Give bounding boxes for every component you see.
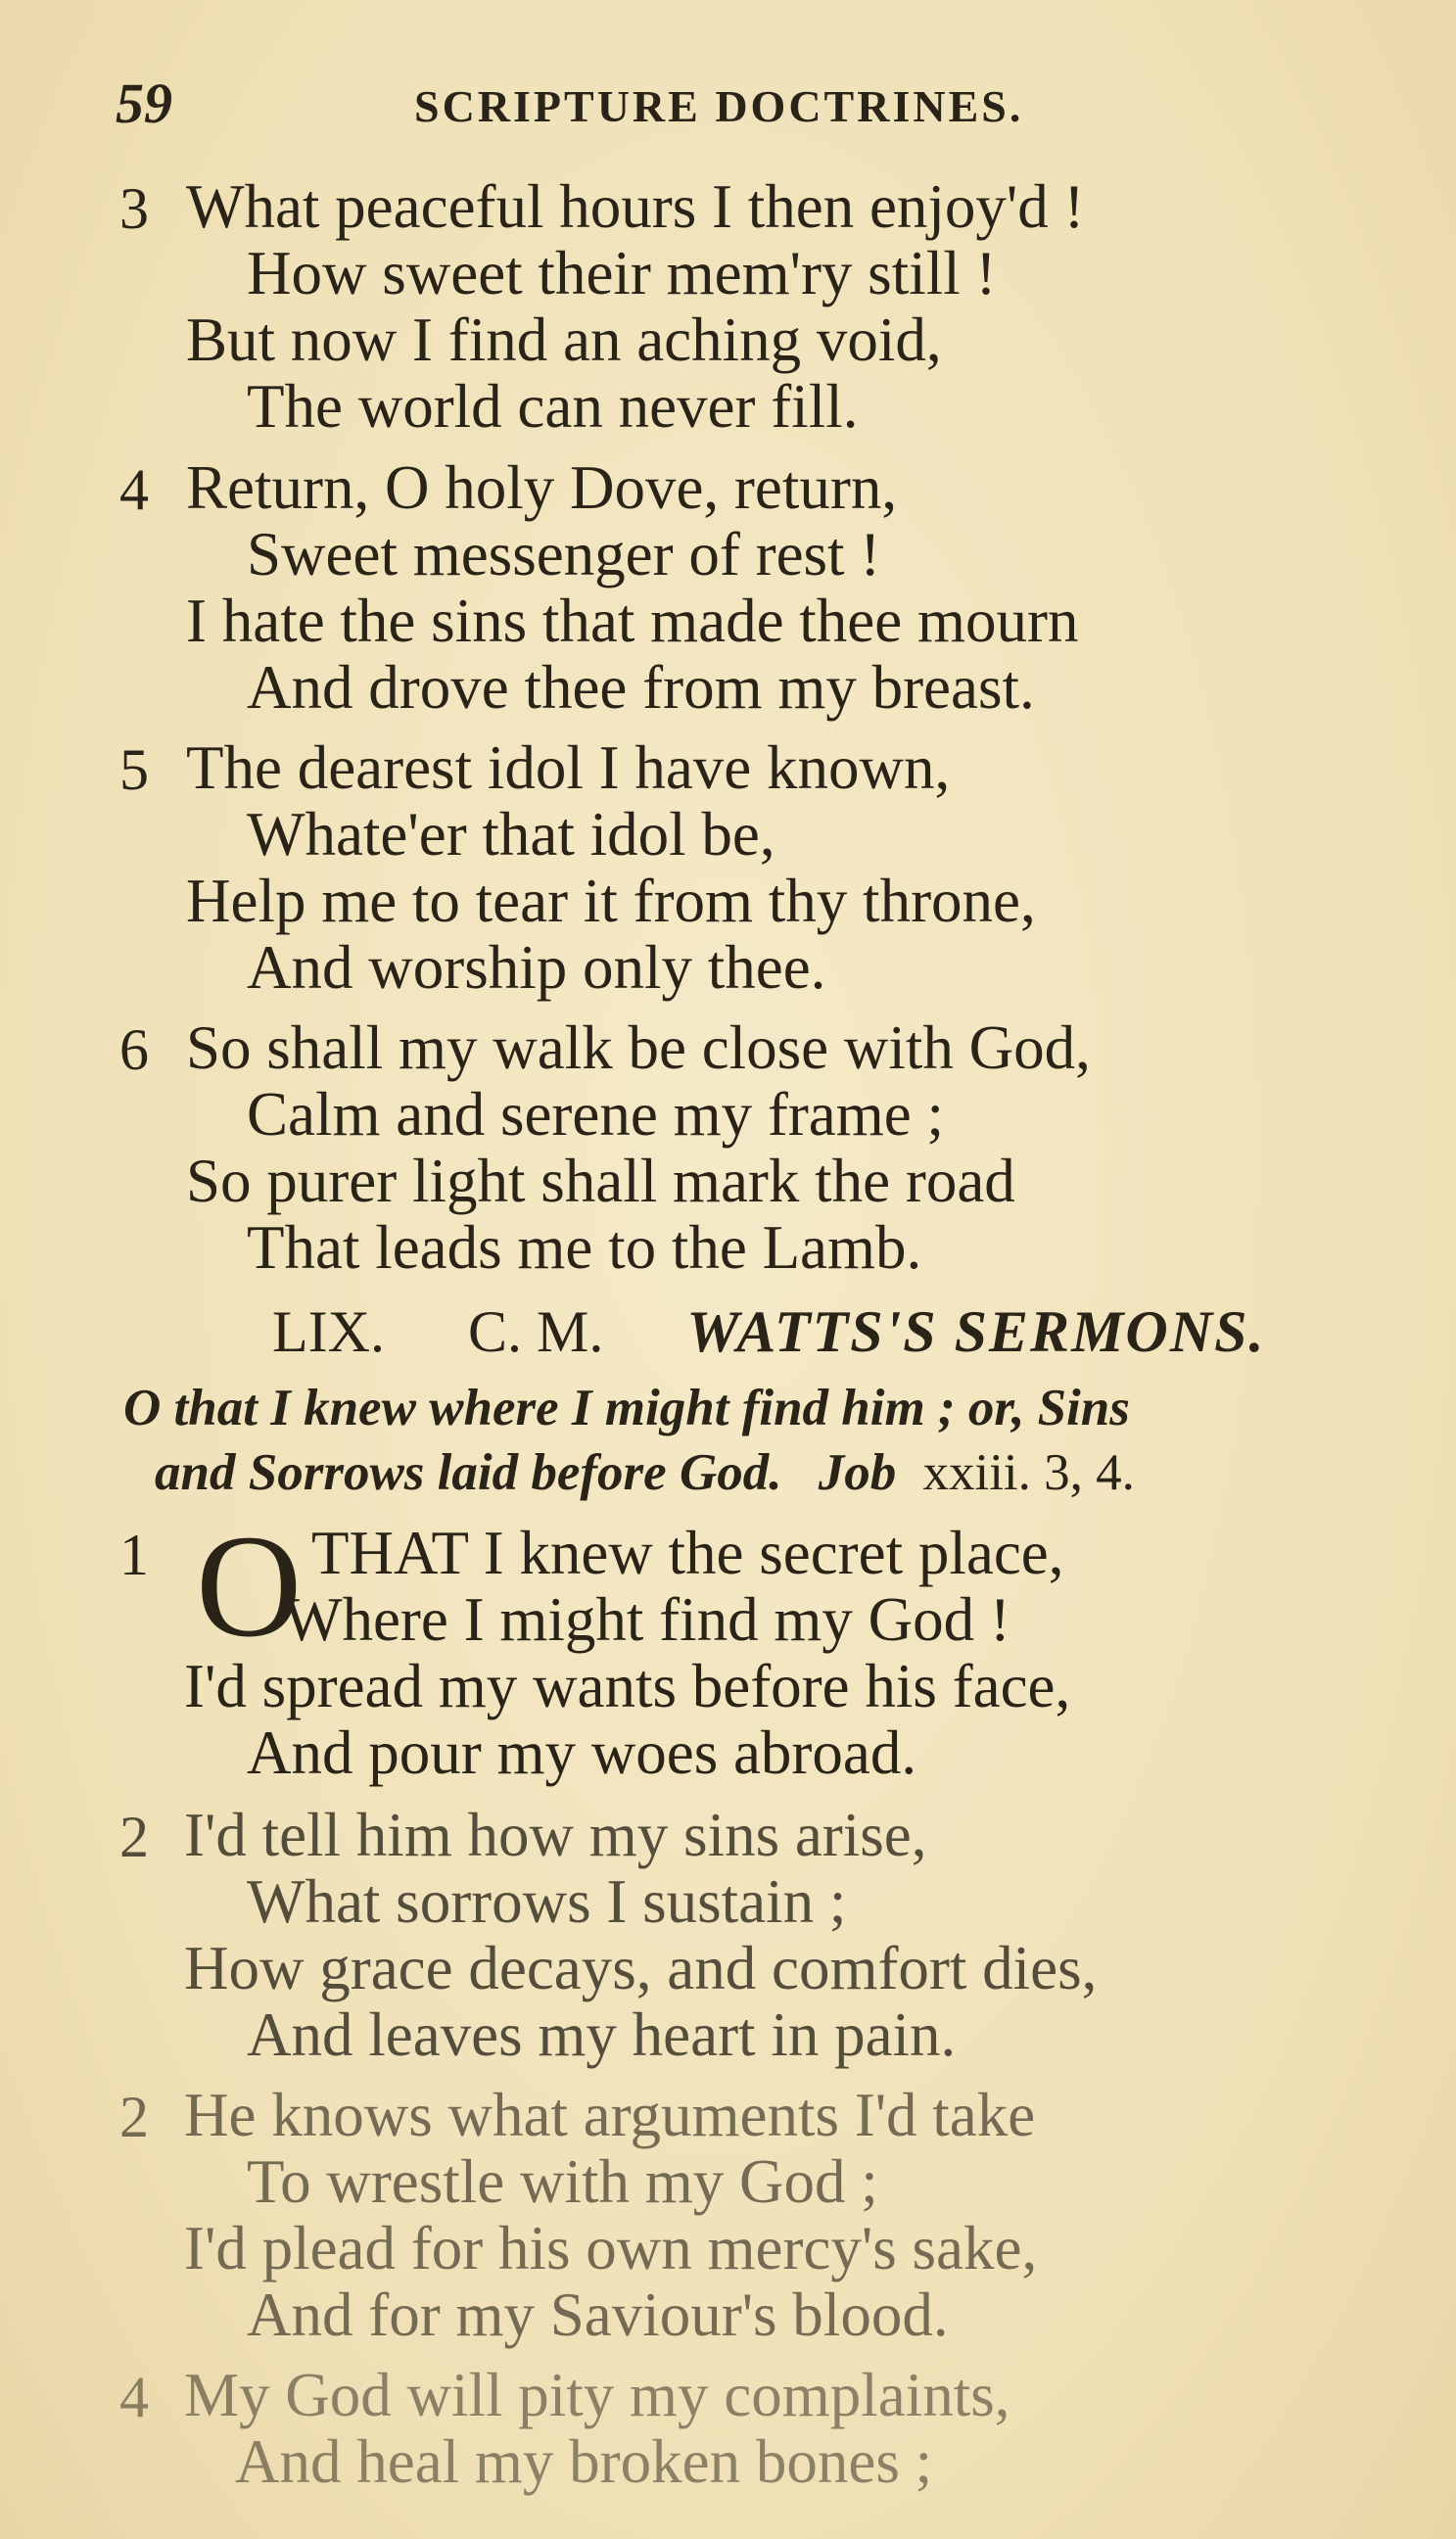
stanza-number: 3 (119, 176, 149, 241)
verse-line: And pour my woes abroad. (247, 1718, 917, 1787)
page-number: 59 (116, 71, 172, 135)
stanza-number: 5 (119, 737, 149, 802)
verse-line: And drove thee from my breast. (247, 653, 1035, 722)
verse-line: My God will pity my complaints, (184, 2361, 1010, 2429)
hymn-heading (272, 1299, 1266, 1364)
verse-line: Help me to tear it from thy throne, (186, 867, 1036, 935)
verse-line: What peaceful hours I then enjoy'd ! (186, 172, 1085, 241)
verse-line: He knows what arguments I'd take (184, 2081, 1036, 2149)
verse-line: But now I find an aching void, (186, 306, 942, 374)
scripture-reference: xxiii. 3, 4. (922, 1444, 1135, 1501)
verse-line: And worship only thee. (247, 933, 826, 1002)
verse-line: And heal my broken bones ; (235, 2427, 933, 2496)
hymn-meter: C. M. (467, 1299, 604, 1364)
verse-line: Calm and serene my frame ; (247, 1080, 944, 1149)
verse-line: I hate the sins that made thee mourn (186, 587, 1079, 655)
hymn-subtitle-line-1: O that I knew where I might find him ; or, Sins (123, 1380, 1130, 1436)
verse-line: And leaves my heart in pain. (247, 2000, 957, 2069)
verse-line: So shall my walk be close with God, (186, 1013, 1091, 1082)
hymn-number: LIX. (272, 1299, 385, 1364)
stanza-number: 4 (119, 457, 149, 522)
subtitle-text: and Sorrows laid before God. (155, 1444, 782, 1501)
stanza-number: 6 (119, 1017, 149, 1082)
verse-line: Return, O holy Dove, return, (186, 453, 898, 522)
hymn-author: WATTS'S SERMONS. (686, 1299, 1266, 1364)
verse-line: So purer light shall mark the road (186, 1147, 1015, 1215)
verse-line: The world can never fill. (247, 372, 859, 441)
stanza-number: 4 (119, 2365, 149, 2429)
verse-line: The dearest idol I have known, (186, 733, 951, 802)
stanza-number: 1 (119, 1523, 149, 1587)
scripture-book: Job (818, 1444, 897, 1501)
drop-cap: O (196, 1505, 303, 1668)
verse-line: I'd spread my wants before his face, (184, 1652, 1071, 1720)
hymn-subtitle-line-2 (155, 1444, 1135, 1501)
running-head: SCRIPTURE DOCTRINES. (414, 81, 1024, 131)
verse-line: What sorrows I sustain ; (247, 1867, 847, 1936)
verse-line: And for my Saviour's blood. (247, 2280, 949, 2349)
verse-line: Where I might find my God ! (284, 1585, 1010, 1654)
verse-line: I'd tell him how my sins arise, (184, 1801, 927, 1869)
verse-line: How sweet their mem'ry still ! (247, 239, 997, 307)
verse-line: Sweet messenger of rest ! (247, 520, 881, 588)
stanza-number: 2 (119, 2085, 149, 2149)
verse-line: THAT I knew the secret place, (311, 1519, 1064, 1587)
verse-line: Whate'er that idol be, (247, 800, 775, 869)
verse-line: I'd plead for his own mercy's sake, (184, 2214, 1038, 2282)
verse-line: How grace decays, and comfort dies, (184, 1934, 1098, 2002)
page-header (116, 71, 1193, 149)
verse-line: To wrestle with my God ; (247, 2147, 878, 2216)
stanza-number: 2 (119, 1805, 149, 1869)
verse-line: That leads me to the Lamb. (247, 1213, 922, 1282)
